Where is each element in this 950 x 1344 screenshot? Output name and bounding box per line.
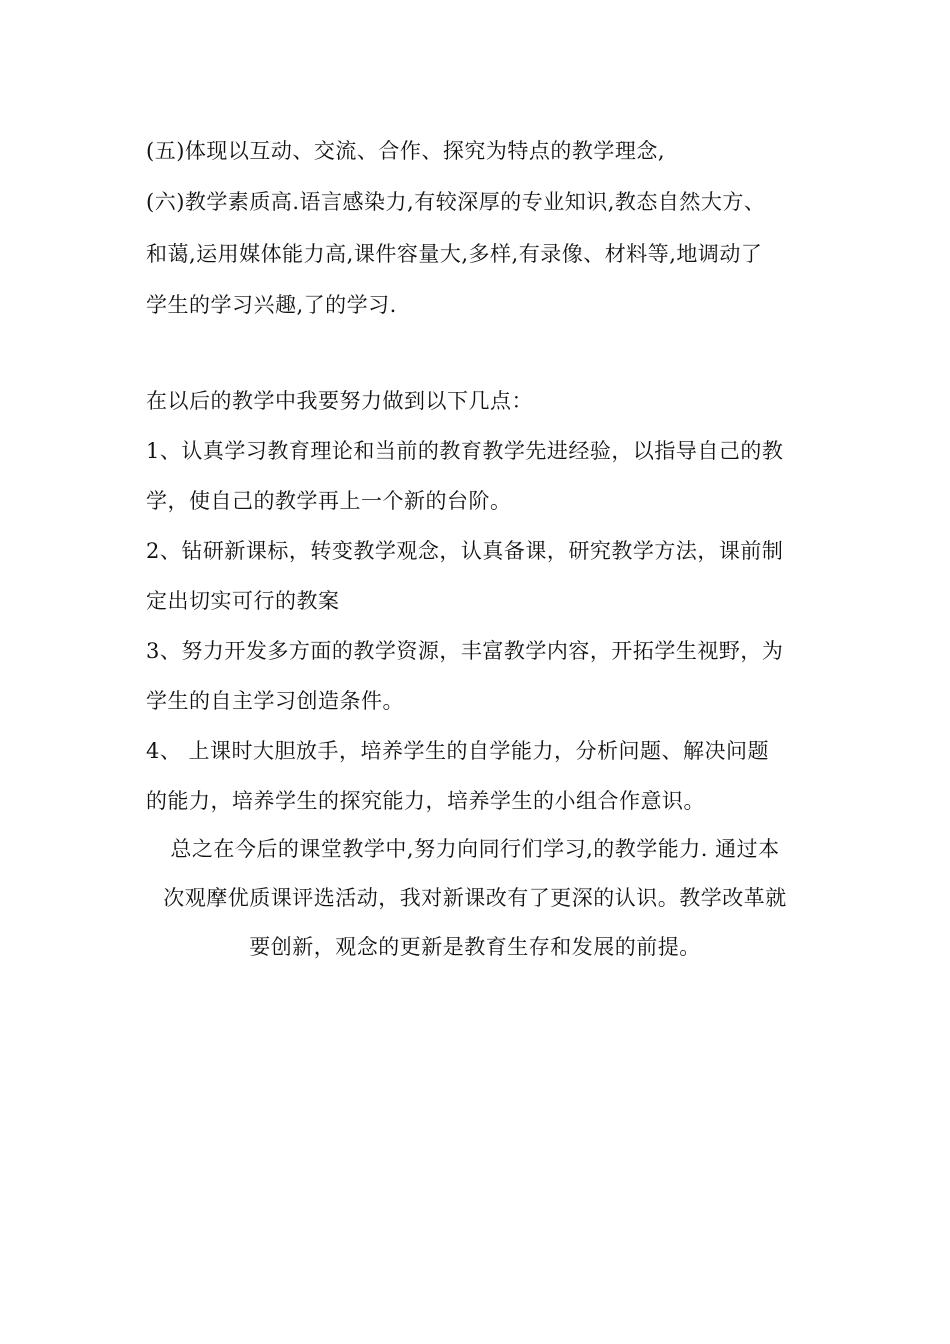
plan-item-3-line-2: 学生的自主学习创造条件。: [146, 689, 404, 713]
plan-item-3-line-1: 3、努力开发多方面的教学资源，丰富教学内容，开拓学生视野，为: [146, 639, 784, 663]
conclusion-line-2: 次观摩优质课评选活动，我对新课改有了更深的认识。教学改革就: [163, 886, 787, 910]
plan-item-1-line-1: 1、认真学习教育理论和当前的教育教学先进经验，以指导自己的教: [146, 439, 784, 463]
plan-item-2-line-1: 2、钻研新课标，转变教学观念，认真备课，研究教学方法，课前制: [146, 539, 784, 563]
section-item-6-line-2: 和蔼,运用媒体能力高,课件容量大,多样,有录像、材料等,地调动了: [146, 242, 763, 266]
plan-item-4-line-1: 4、 上课时大胆放手，培养学生的自学能力，分析问题、解决问题: [146, 739, 770, 763]
section-item-6-line-1: (六)教学素质高.语言感染力,有较深厚的专业知识,教态自然大方、: [146, 190, 766, 214]
conclusion-line-3: 要创新，观念的更新是教育生存和发展的前提。: [249, 935, 701, 959]
plan-intro: 在以后的教学中我要努力做到以下几点：: [146, 389, 533, 413]
plan-item-2-line-2: 定出切实可行的教案: [146, 589, 340, 613]
plan-item-1-line-2: 学，使自己的教学再上一个新的台阶。: [146, 489, 512, 513]
section-item-6-line-3: 学生的学习兴趣,了的学习.: [146, 293, 397, 317]
conclusion-line-1: 总之在今后的课堂教学中,努力向同行们学习,的教学能力. 通过本: [170, 837, 780, 861]
plan-item-4-line-2: 的能力，培养学生的探究能力，培养学生的小组合作意识。: [146, 789, 705, 813]
section-item-5: (五)体现以互动、交流、合作、探究为特点的教学理念,: [146, 139, 666, 163]
